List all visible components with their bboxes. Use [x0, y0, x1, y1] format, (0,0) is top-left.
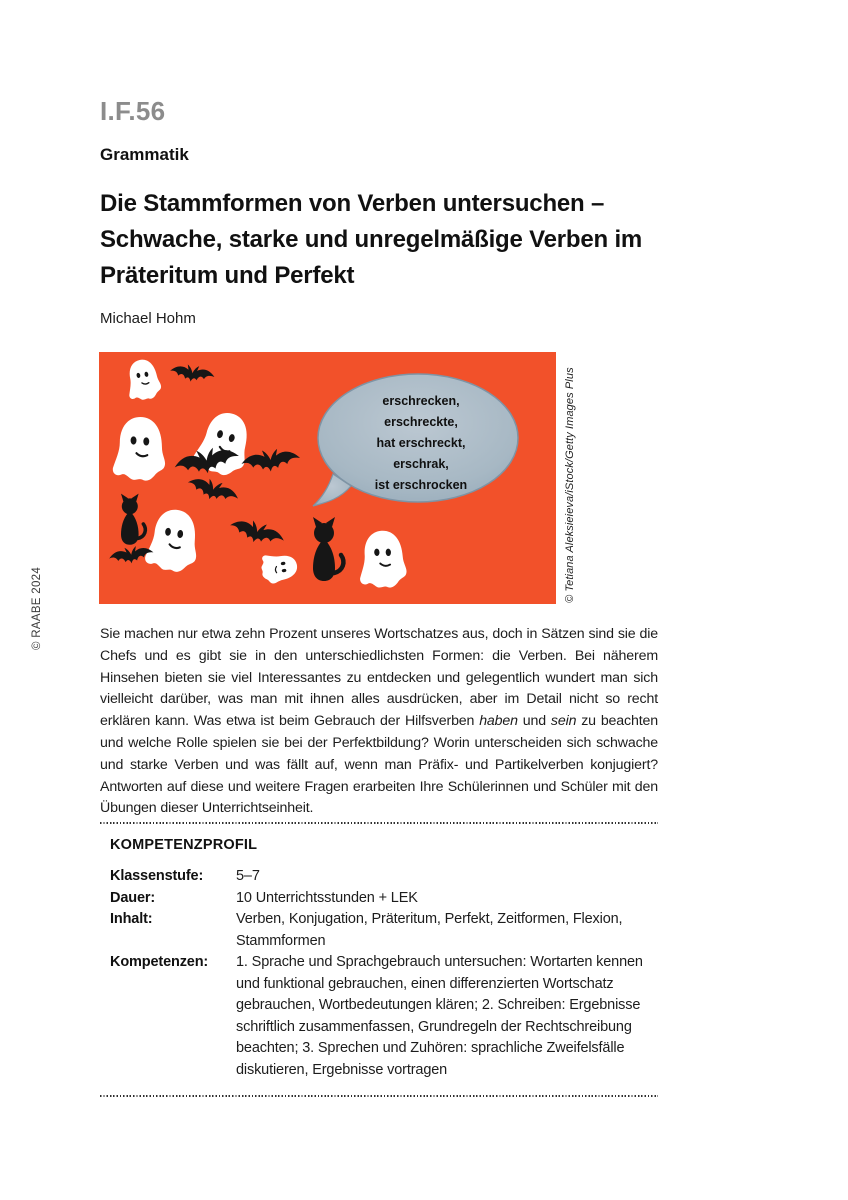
intro-text: und	[517, 713, 551, 730]
competence-profile-heading: KOMPETENZPROFIL	[110, 837, 258, 853]
subject-category: Grammatik	[100, 145, 189, 164]
page-title	[100, 186, 700, 294]
unit-code: I.F.56	[100, 96, 166, 126]
profile-row-value: 1. Sprache und Sprachgebrauch untersuchen: Wortarten kennen und funktional gebrauchen, einen differenzierten Wortschatz gebrauchen, Wortbedeutungen klären; 2. Schreiben: Ergebnisse schriftlich zusammenfassen, Grundregeln der Rechtschreibung beachten; 3. Sprechen und Zuhören: sprachliche Zweifelsfälle diskutieren, Ergebnisse vortragen	[236, 954, 643, 1078]
competence-profile-table	[110, 866, 658, 1081]
profile-row-value: Verben, Konjugation, Präteritum, Perfekt, Zeitformen, Flexion, Stammformen	[236, 911, 623, 949]
bubble-verb-form: hat erschreckt,	[376, 436, 466, 450]
halloween-illustration-svg	[99, 352, 556, 604]
bubble-verb-form: erschreckte,	[384, 415, 458, 429]
intro-italic-haben: haben	[479, 713, 518, 730]
profile-row-label: Klassenstufe:	[110, 868, 204, 884]
dotted-divider-bottom	[100, 1095, 658, 1097]
bubble-verb-form: erschrak,	[393, 457, 449, 471]
profile-row-label: Kompetenzen:	[110, 954, 209, 970]
dotted-divider-top	[100, 822, 658, 824]
intro-text: Sie machen nur etwa zehn Prozent unseres Wortschatzes aus, doch in Sätzen sind sie die Chefs und es gibt sie in den unterschiedlichsten Formen: die Verben. Bei näherem Hinsehen bieten sie viel Interessantes zu entdecken und gelegentlich wundert man sich vielleicht darüber, was man mit ihnen alles ausdrücken, aber im Detail nicht so recht erklären kann. Was etwa ist beim Gebrauch der Hilfsverben	[100, 626, 658, 730]
profile-row-value: 10 Unterrichtsstunden + LEK	[236, 889, 418, 906]
intro-text: zu beachten und welche Rolle spielen sie bei der Perfektbildung? Worin unterscheiden sich schwache und starke Verben und was fällt auf, wenn man Präfix- und Partikelverben konjugiert? Antworten auf diese und weitere Fragen erarbeiten Ihre Schülerinnen und Schüler mit den Übungen dieser Unterrichtseinheit.	[100, 713, 658, 817]
bubble-verb-form: erschrecken,	[382, 394, 460, 408]
bubble-verb-form: ist erschrocken	[374, 478, 468, 492]
intro-italic-sein: sein	[550, 713, 577, 730]
title-line-3: Präteritum und Perfekt	[100, 262, 355, 289]
intro-paragraph	[100, 624, 658, 820]
publisher-copyright-label: © RAABE 2024	[31, 566, 43, 650]
title-line-2: Schwache, starke und unregelmäßige Verben im	[100, 226, 643, 253]
halloween-illustration	[99, 352, 556, 604]
image-credit: © Tetiana Aleksieieva/iStock/Getty Images Plus	[564, 367, 576, 603]
profile-row-label: Dauer:	[110, 889, 156, 906]
profile-row-value: 5–7	[236, 868, 260, 884]
profile-row-label: Inhalt:	[110, 911, 153, 927]
author-name: Michael Hohm	[100, 310, 196, 327]
title-line-1: Die Stammformen von Verben untersuchen –	[100, 190, 605, 217]
competence-profile-section	[100, 822, 658, 1097]
